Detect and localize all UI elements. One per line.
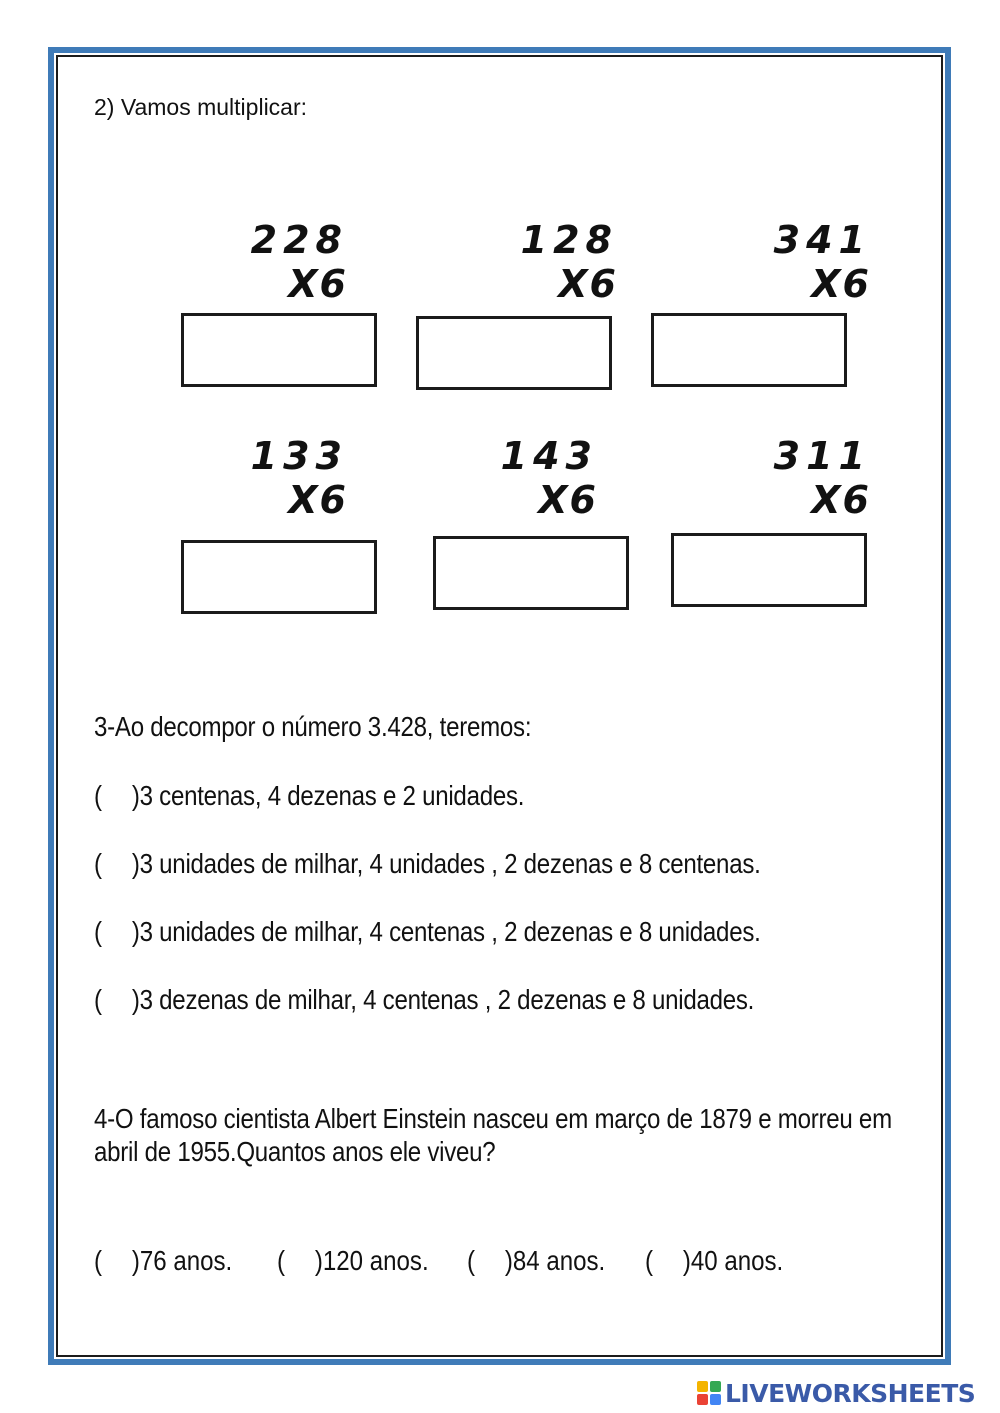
q3-option-4-checkbox-close: )	[131, 984, 140, 1015]
answer-box-5[interactable]	[433, 536, 629, 610]
multiplication-problem-2	[418, 218, 618, 306]
problem-3-multiplier: X6	[811, 262, 871, 306]
q3-option-3[interactable]	[94, 916, 761, 948]
q3-option-3-text: 3 unidades de milhar, 4 centenas , 2 dezenas e 8 unidades.	[139, 916, 761, 947]
problem-6-number: 311	[773, 434, 871, 478]
q4-option-2-checkbox-close: )	[314, 1245, 323, 1276]
problem-6-multiplier: X6	[811, 478, 871, 522]
problem-5-multiplier: X6	[538, 478, 598, 522]
q3-option-4-text: 3 dezenas de milhar, 4 centenas , 2 dezenas e 8 unidades.	[139, 984, 755, 1015]
multiplication-problem-3	[671, 218, 871, 306]
q4-option-4-text: 40 anos.	[690, 1245, 784, 1276]
q3-option-1-text: 3 centenas, 4 dezenas e 2 unidades.	[139, 780, 525, 811]
q4-option-3-text: 84 anos.	[512, 1245, 606, 1276]
multiplication-problem-5	[398, 434, 598, 522]
q4-option-2[interactable]	[277, 1245, 429, 1277]
q4-option-4[interactable]	[645, 1245, 783, 1277]
question-2-title: 2) Vamos multiplicar:	[94, 94, 308, 120]
q4-option-1-checkbox-close: )	[131, 1245, 140, 1276]
answer-box-6[interactable]	[671, 533, 867, 607]
q4-option-1[interactable]	[94, 1245, 232, 1277]
q3-option-2-checkbox-open: (	[94, 848, 103, 879]
q3-option-2-checkbox-close: )	[131, 848, 140, 879]
q3-option-1-checkbox-close: )	[131, 780, 140, 811]
q4-option-3[interactable]	[467, 1245, 605, 1277]
q4-option-4-checkbox-open: (	[645, 1245, 654, 1276]
liveworksheets-logo[interactable]	[697, 1378, 975, 1408]
answer-box-4[interactable]	[181, 540, 377, 614]
multiplication-problem-4	[148, 434, 348, 522]
problem-2-number: 128	[520, 218, 618, 262]
q4-option-1-text: 76 anos.	[139, 1245, 233, 1276]
q3-option-4[interactable]	[94, 984, 754, 1016]
q3-option-3-checkbox-open: (	[94, 916, 103, 947]
multiplication-problem-1	[148, 218, 348, 306]
problem-1-multiplier: X6	[288, 262, 348, 306]
q4-option-3-checkbox-close: )	[504, 1245, 513, 1276]
q4-option-1-checkbox-open: (	[94, 1245, 103, 1276]
multiplication-problem-6	[671, 434, 871, 522]
q3-option-1-checkbox-open: (	[94, 780, 103, 811]
question-4-title: 4-O famoso cientista Albert Einstein nasceu em março de 1879 e morreu em abril de 1955.Quantos anos ele viveu?	[94, 1103, 892, 1167]
question-3-title: 3-Ao decompor o número 3.428, teremos:	[94, 711, 532, 742]
problem-5-number: 143	[500, 434, 598, 478]
answer-box-3[interactable]	[651, 313, 847, 387]
q3-option-2[interactable]	[94, 848, 761, 880]
liveworksheets-logo-icon	[697, 1381, 721, 1405]
q4-option-2-checkbox-open: (	[277, 1245, 286, 1276]
problem-3-number: 341	[773, 218, 871, 262]
liveworksheets-logo-text: LIVEWORKSHEETS	[725, 1378, 976, 1408]
answer-box-2[interactable]	[416, 316, 612, 390]
q3-option-4-checkbox-open: (	[94, 984, 103, 1015]
problem-1-number: 228	[250, 218, 348, 262]
q4-option-3-checkbox-open: (	[467, 1245, 476, 1276]
problem-2-multiplier: X6	[558, 262, 618, 306]
q4-option-4-checkbox-close: )	[682, 1245, 691, 1276]
q3-option-2-text: 3 unidades de milhar, 4 unidades , 2 dezenas e 8 centenas.	[139, 848, 761, 879]
answer-box-1[interactable]	[181, 313, 377, 387]
q3-option-1[interactable]	[94, 780, 524, 812]
problem-4-number: 133	[250, 434, 348, 478]
q4-option-2-text: 120 anos.	[322, 1245, 429, 1276]
problem-4-multiplier: X6	[288, 478, 348, 522]
q3-option-3-checkbox-close: )	[131, 916, 140, 947]
